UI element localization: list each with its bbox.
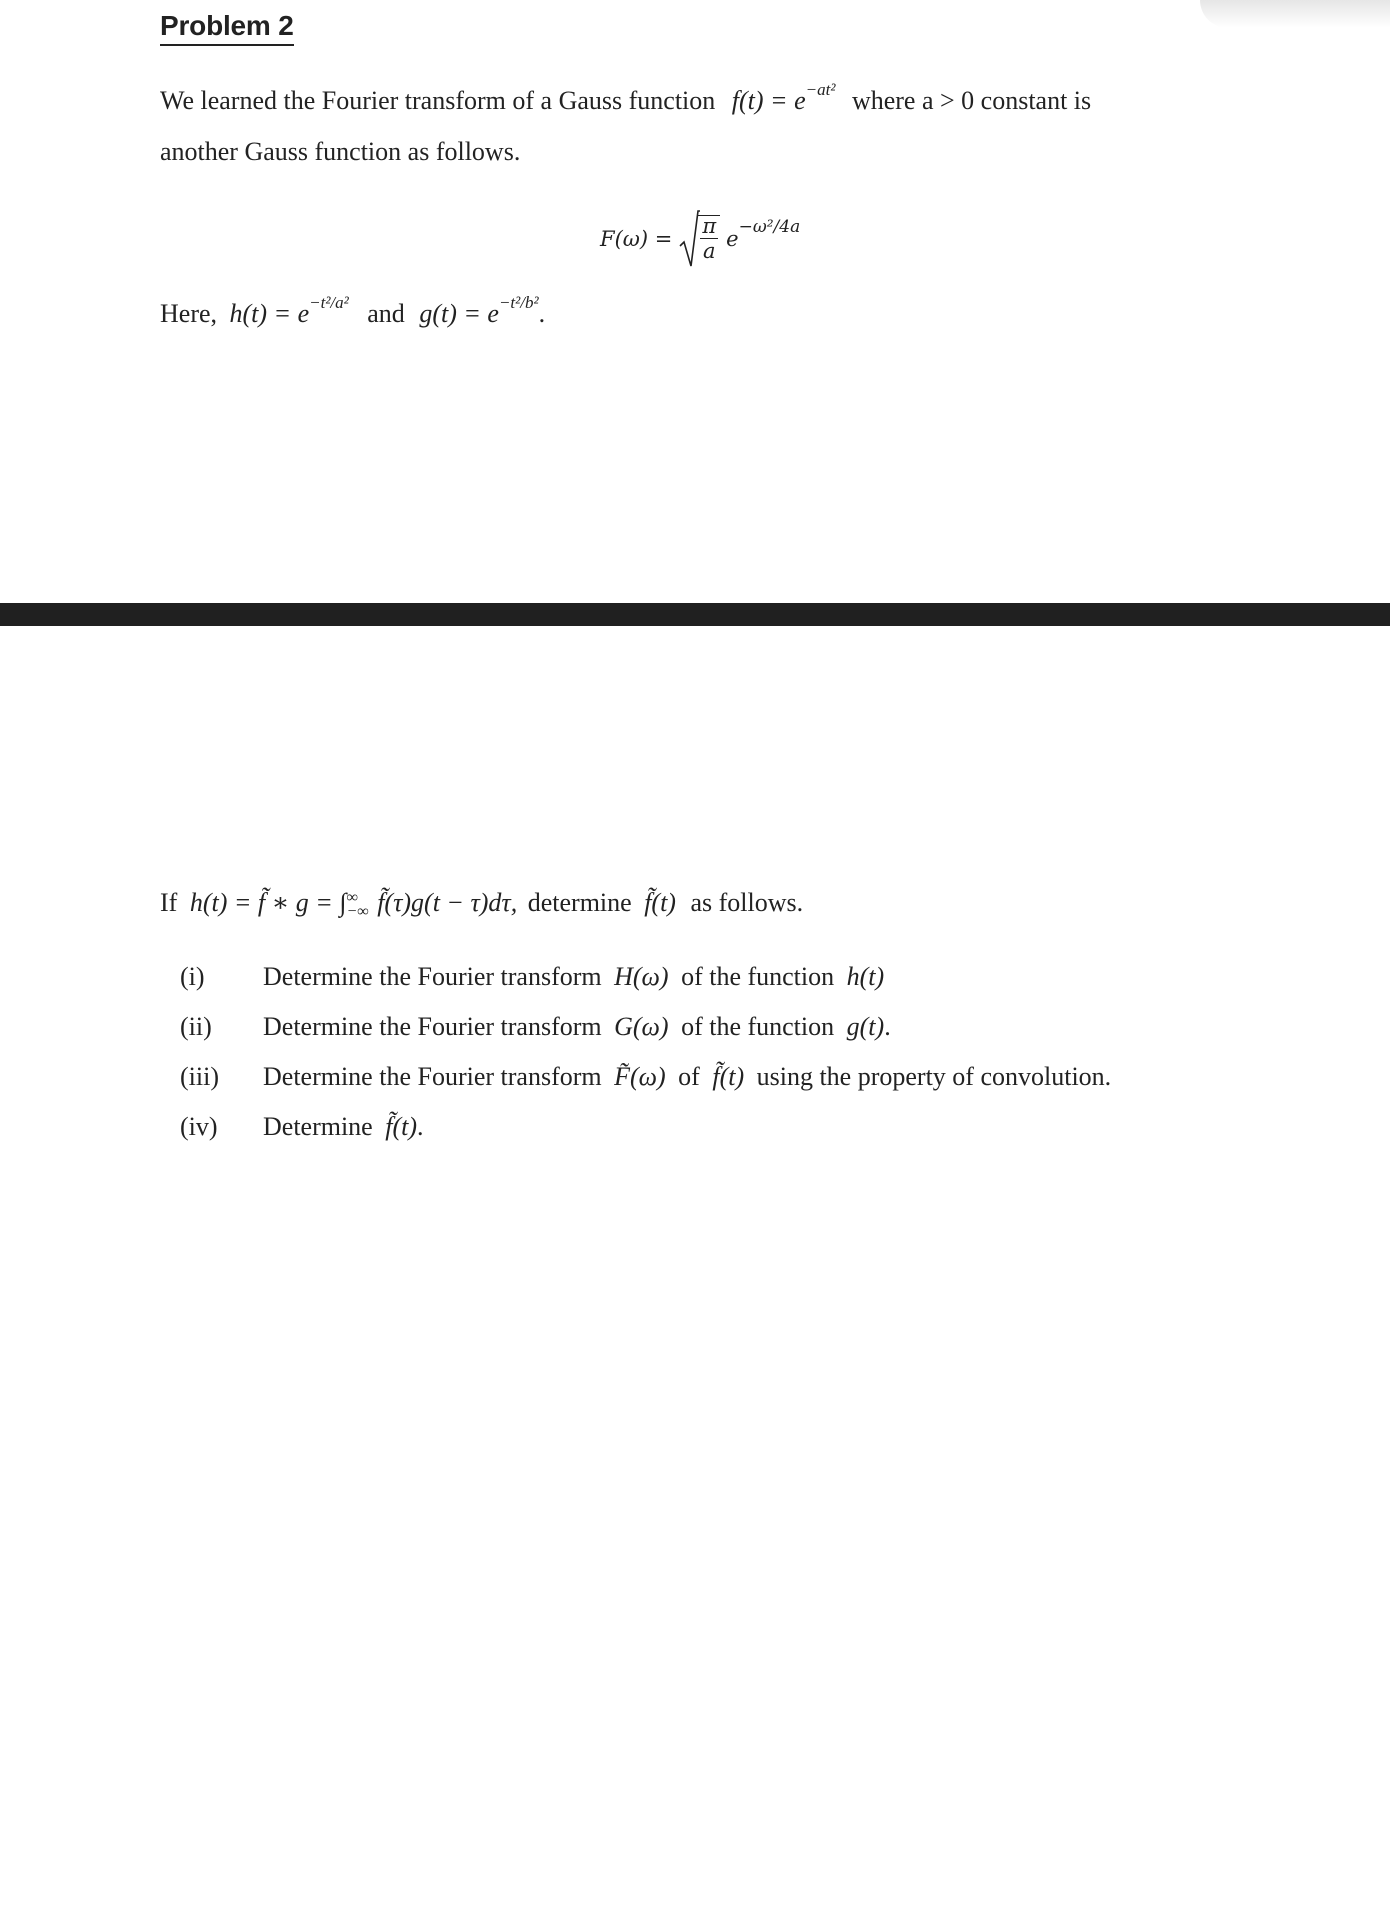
g-definition: [419, 293, 539, 328]
item-math-1: H(ω): [614, 962, 669, 991]
item-text-b: of the function: [681, 962, 835, 991]
sqrt-symbol: [678, 208, 700, 270]
f-definition-base: f(t) = e: [731, 86, 806, 115]
h-definition: [229, 293, 349, 328]
f-definition: [731, 80, 836, 115]
item-text: [263, 1062, 1111, 1092]
definitions-line: [160, 293, 546, 329]
convolution-line: [160, 888, 803, 919]
h-convolution: h(t) = f̃ ∗ g =: [189, 888, 333, 917]
item-number: (iv): [180, 1112, 218, 1141]
item-text: [263, 1112, 424, 1142]
page-corner-shadow: [1200, 0, 1390, 28]
f-exponent: −at²: [805, 80, 836, 99]
fourier-formula: [600, 208, 800, 270]
integral-upper: ∞: [346, 888, 358, 906]
F-exponent: −ω²/4a: [738, 217, 801, 237]
item-text: [263, 1012, 891, 1042]
here-text: Here,: [160, 299, 218, 328]
item-text-a: Determine the Fourier transform: [263, 962, 602, 991]
section-divider: [0, 603, 1390, 626]
and-text: and: [367, 299, 405, 328]
determine-text: determine: [527, 888, 632, 917]
integral-limits: [346, 888, 369, 921]
g-period: .: [538, 299, 546, 328]
item-math-1: f̃(t): [385, 1112, 417, 1141]
sqrt-numerator: π: [702, 213, 717, 238]
as-follows-text: as follows.: [690, 888, 804, 917]
item-text: [263, 962, 884, 992]
item-number: (iii): [180, 1062, 219, 1091]
g-exponent: −t²/b²: [498, 293, 539, 312]
item-text-a: Determine: [263, 1112, 373, 1141]
intro-text-end: where a > 0 constant is: [851, 86, 1092, 115]
problem-title: Problem 2: [160, 10, 294, 46]
sqrt-body: [698, 215, 720, 262]
sqrt-expression: [678, 208, 720, 270]
intro-text: We learned the Fourier transform of a Gauss function: [160, 86, 716, 115]
item-number: (i): [180, 962, 205, 991]
pi-over-a: [700, 213, 718, 263]
item-number: (ii): [180, 1012, 212, 1041]
item-text-b: .: [417, 1112, 424, 1141]
h-exponent: −t²/a²: [309, 293, 349, 312]
if-text: If: [160, 888, 178, 917]
item-math-2: h(t): [846, 962, 885, 991]
intro-line-2: another Gauss function as follows.: [160, 137, 521, 166]
integral-sign: ∫: [339, 888, 347, 917]
intro-line-1: [160, 80, 1092, 116]
item-text-b: of: [678, 1062, 700, 1091]
item-math-1: G(ω): [614, 1012, 669, 1041]
item-text-c: .: [884, 1012, 891, 1041]
g-definition-base: g(t) = e: [419, 299, 499, 328]
item-text-a: Determine the Fourier transform: [263, 1062, 602, 1091]
h-definition-base: h(t) = e: [229, 299, 310, 328]
item-text-c: using the property of convolution.: [756, 1062, 1112, 1091]
item-math-1: F̃(ω): [614, 1062, 666, 1091]
integral-lower: −∞: [346, 903, 369, 921]
item-math-2: g(t): [846, 1012, 885, 1041]
item-math-2: f̃(t): [712, 1062, 745, 1091]
sqrt-denominator: a: [703, 238, 716, 263]
f-tilde: f̃(t): [644, 888, 676, 917]
integrand: f̃(τ)g(t − τ)dτ,: [377, 888, 518, 917]
F-lhs: F(ω) =: [600, 227, 673, 251]
item-text-b: of the function: [681, 1012, 835, 1041]
F-exp-base: e: [726, 227, 739, 251]
item-text-a: Determine the Fourier transform: [263, 1012, 602, 1041]
